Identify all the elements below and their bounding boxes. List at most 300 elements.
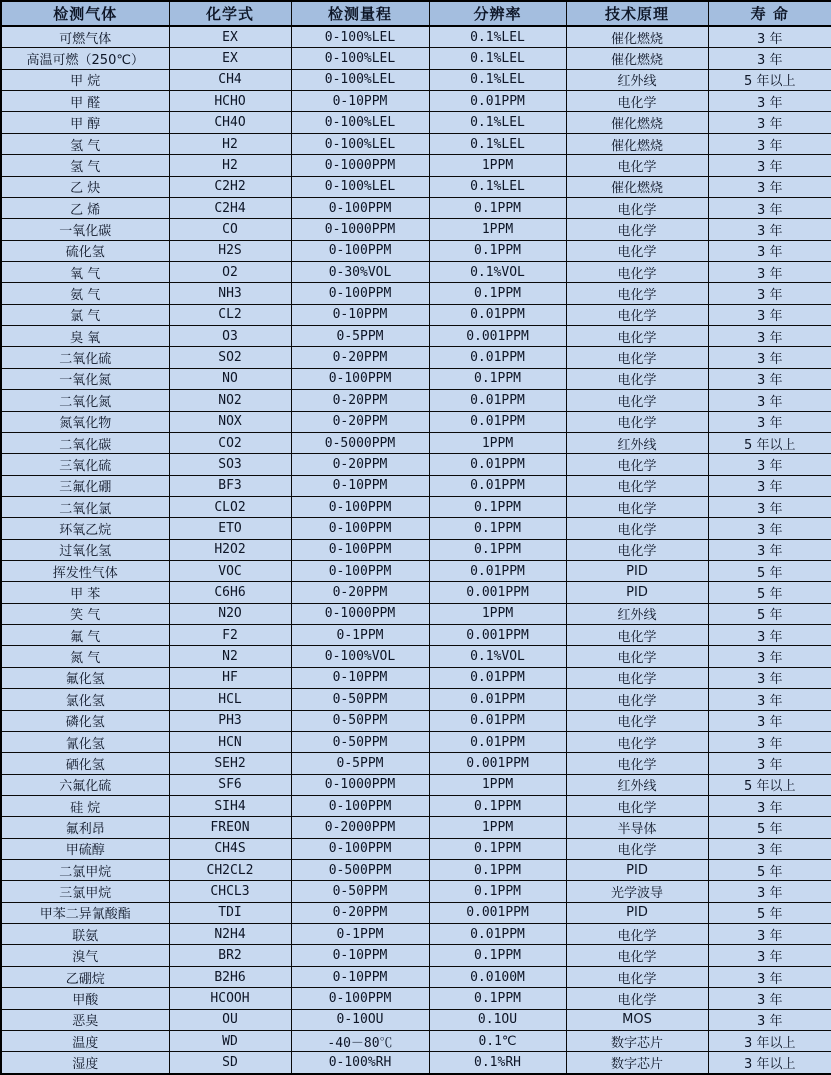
cell-resolution: 1PPM [429, 432, 566, 453]
cell-principle: 电化学 [566, 518, 708, 539]
cell-formula: H2O2 [169, 539, 291, 560]
cell-formula: C2H4 [169, 197, 291, 218]
cell-formula: CO [169, 219, 291, 240]
cell-resolution: 0.1PPM [429, 518, 566, 539]
cell-resolution: 0.1%LEL [429, 176, 566, 197]
cell-gas-name: 氰化氢 [1, 731, 169, 752]
cell-gas-name: 二氧化氯 [1, 496, 169, 517]
cell-gas-name: 三氧化硫 [1, 454, 169, 475]
cell-resolution: 0.01PPM [429, 475, 566, 496]
cell-principle: 红外线 [566, 69, 708, 90]
cell-formula: TDI [169, 902, 291, 923]
cell-principle: 电化学 [566, 326, 708, 347]
table-row [1, 1030, 831, 1051]
table-row [1, 860, 831, 881]
table-row [1, 368, 831, 389]
cell-gas-name: 二氧化碳 [1, 432, 169, 453]
cell-lifespan: 5 年 [708, 561, 831, 582]
cell-formula: SF6 [169, 774, 291, 795]
cell-lifespan: 5 年以上 [708, 69, 831, 90]
cell-range: 0-100PPM [291, 988, 429, 1009]
cell-lifespan: 3 年 [708, 667, 831, 688]
table-row [1, 347, 831, 368]
cell-range: 0-5PPM [291, 753, 429, 774]
cell-formula: CL2 [169, 304, 291, 325]
cell-resolution: 0.01PPM [429, 91, 566, 112]
cell-principle: 数字芯片 [566, 1052, 708, 1074]
cell-resolution: 0.01PPM [429, 667, 566, 688]
cell-lifespan: 3 年 [708, 347, 831, 368]
cell-gas-name: 过氧化氢 [1, 539, 169, 560]
cell-gas-name: 氟 气 [1, 625, 169, 646]
cell-gas-name: 氟利昂 [1, 817, 169, 838]
cell-gas-name: 氢 气 [1, 133, 169, 154]
cell-range: 0-100%LEL [291, 48, 429, 69]
cell-resolution: 0.1%RH [429, 1052, 566, 1074]
cell-principle: 电化学 [566, 347, 708, 368]
cell-gas-name: 二氯甲烷 [1, 860, 169, 881]
cell-lifespan: 3 年 [708, 112, 831, 133]
cell-lifespan: 5 年 [708, 902, 831, 923]
cell-resolution: 0.1PPM [429, 881, 566, 902]
cell-lifespan: 3 年 [708, 731, 831, 752]
cell-gas-name: 氟化氢 [1, 667, 169, 688]
cell-gas-name: 环氧乙烷 [1, 518, 169, 539]
cell-range: 0-100PPM [291, 539, 429, 560]
table-row [1, 219, 831, 240]
cell-gas-name: 乙 烯 [1, 197, 169, 218]
cell-lifespan: 3 年 [708, 945, 831, 966]
cell-lifespan: 3 年 [708, 518, 831, 539]
table-row [1, 91, 831, 112]
table-row [1, 753, 831, 774]
cell-formula: B2H6 [169, 966, 291, 987]
table-row [1, 326, 831, 347]
cell-gas-name: 乙 炔 [1, 176, 169, 197]
cell-resolution: 1PPM [429, 603, 566, 624]
cell-principle: 电化学 [566, 838, 708, 859]
table-row [1, 390, 831, 411]
cell-lifespan: 3 年 [708, 710, 831, 731]
cell-range: 0-2000PPM [291, 817, 429, 838]
cell-principle: 电化学 [566, 368, 708, 389]
cell-lifespan: 3 年 [708, 26, 831, 48]
cell-resolution: 0.001PPM [429, 582, 566, 603]
table-row [1, 432, 831, 453]
table-row [1, 454, 831, 475]
cell-lifespan: 3 年 [708, 838, 831, 859]
cell-gas-name: 磷化氢 [1, 710, 169, 731]
cell-formula: N2 [169, 646, 291, 667]
cell-gas-name: 氮氧化物 [1, 411, 169, 432]
cell-range: 0-50PPM [291, 881, 429, 902]
table-row [1, 966, 831, 987]
cell-gas-name: 氯化氢 [1, 689, 169, 710]
cell-principle: 电化学 [566, 689, 708, 710]
cell-principle: 电化学 [566, 496, 708, 517]
cell-formula: C2H2 [169, 176, 291, 197]
cell-range: 0-10OU [291, 1009, 429, 1030]
cell-gas-name: 甲硫醇 [1, 838, 169, 859]
cell-range: 0-1000PPM [291, 603, 429, 624]
cell-resolution: 0.1%LEL [429, 26, 566, 48]
cell-formula: O2 [169, 261, 291, 282]
cell-lifespan: 3 年 [708, 326, 831, 347]
cell-resolution: 1PPM [429, 219, 566, 240]
cell-principle: 电化学 [566, 219, 708, 240]
cell-resolution: 0.01PPM [429, 689, 566, 710]
cell-principle: 电化学 [566, 710, 708, 731]
cell-lifespan: 3 年 [708, 496, 831, 517]
cell-resolution: 0.1%VOL [429, 261, 566, 282]
cell-range: 0-50PPM [291, 689, 429, 710]
cell-principle: 红外线 [566, 603, 708, 624]
cell-resolution: 0.001PPM [429, 753, 566, 774]
cell-resolution: 0.001PPM [429, 625, 566, 646]
cell-lifespan: 3 年 [708, 539, 831, 560]
cell-lifespan: 5 年 [708, 817, 831, 838]
cell-principle: PID [566, 582, 708, 603]
cell-principle: 电化学 [566, 197, 708, 218]
table-row [1, 582, 831, 603]
cell-formula: CO2 [169, 432, 291, 453]
cell-gas-name: 臭 氧 [1, 326, 169, 347]
table-row [1, 817, 831, 838]
cell-gas-name: 甲 醛 [1, 91, 169, 112]
cell-gas-name: 硫化氢 [1, 240, 169, 261]
cell-lifespan: 3 年 [708, 304, 831, 325]
table-row [1, 176, 831, 197]
table-header [1, 1, 831, 26]
cell-resolution: 0.1%VOL [429, 646, 566, 667]
cell-lifespan: 3 年 [708, 689, 831, 710]
cell-formula: EX [169, 26, 291, 48]
cell-lifespan: 3 年 [708, 48, 831, 69]
cell-formula: BF3 [169, 475, 291, 496]
cell-range: 0-10PPM [291, 304, 429, 325]
cell-resolution: 0.1PPM [429, 945, 566, 966]
table-body [1, 26, 831, 1074]
cell-range: 0-100PPM [291, 368, 429, 389]
table-row [1, 988, 831, 1009]
cell-resolution: 0.0100M [429, 966, 566, 987]
cell-resolution: 0.01PPM [429, 390, 566, 411]
cell-lifespan: 3 年 [708, 283, 831, 304]
column-header-resolution: 分辨率 [429, 1, 566, 26]
cell-gas-name: 氨 气 [1, 283, 169, 304]
cell-gas-name: 联氨 [1, 924, 169, 945]
cell-range: 0-20PPM [291, 454, 429, 475]
cell-range: 0-1000PPM [291, 155, 429, 176]
cell-formula: CLO2 [169, 496, 291, 517]
cell-gas-name: 六氟化硫 [1, 774, 169, 795]
cell-range: 0-100PPM [291, 496, 429, 517]
cell-resolution: 0.01PPM [429, 924, 566, 945]
table-row [1, 625, 831, 646]
cell-resolution: 0.1PPM [429, 496, 566, 517]
table-row [1, 1052, 831, 1074]
cell-gas-name: 甲 烷 [1, 69, 169, 90]
cell-formula: O3 [169, 326, 291, 347]
cell-gas-name: 氧 气 [1, 261, 169, 282]
cell-formula: SO3 [169, 454, 291, 475]
cell-gas-name: 笑 气 [1, 603, 169, 624]
cell-resolution: 1PPM [429, 817, 566, 838]
cell-gas-name: 一氧化氮 [1, 368, 169, 389]
cell-range: 0-5000PPM [291, 432, 429, 453]
cell-lifespan: 3 年以上 [708, 1030, 831, 1051]
cell-resolution: 0.1PPM [429, 368, 566, 389]
cell-range: 0-100PPM [291, 283, 429, 304]
header-row [1, 1, 831, 26]
cell-formula: WD [169, 1030, 291, 1051]
cell-formula: HCL [169, 689, 291, 710]
cell-range: 0-100%LEL [291, 133, 429, 154]
cell-formula: CH2CL2 [169, 860, 291, 881]
table-row [1, 902, 831, 923]
cell-formula: PH3 [169, 710, 291, 731]
table-row [1, 710, 831, 731]
cell-range: 0-1PPM [291, 924, 429, 945]
cell-gas-name: 可燃气体 [1, 26, 169, 48]
table-row [1, 603, 831, 624]
table-row [1, 475, 831, 496]
cell-principle: 数字芯片 [566, 1030, 708, 1051]
cell-principle: 电化学 [566, 646, 708, 667]
cell-resolution: 0.01PPM [429, 347, 566, 368]
cell-resolution: 0.01PPM [429, 561, 566, 582]
table-row [1, 197, 831, 218]
cell-principle: 电化学 [566, 475, 708, 496]
cell-range: 0-50PPM [291, 710, 429, 731]
cell-lifespan: 3 年 [708, 411, 831, 432]
cell-formula: CHCL3 [169, 881, 291, 902]
table-row [1, 667, 831, 688]
table-row [1, 646, 831, 667]
cell-principle: 电化学 [566, 261, 708, 282]
cell-range: 0-30%VOL [291, 261, 429, 282]
table-row [1, 240, 831, 261]
cell-range: 0-20PPM [291, 902, 429, 923]
cell-resolution: 0.1PPM [429, 539, 566, 560]
cell-range: 0-100PPM [291, 795, 429, 816]
cell-principle: 催化燃烧 [566, 48, 708, 69]
cell-formula: HCHO [169, 91, 291, 112]
cell-gas-name: 一氧化碳 [1, 219, 169, 240]
cell-resolution: 1PPM [429, 155, 566, 176]
cell-formula: N2O [169, 603, 291, 624]
cell-principle: 电化学 [566, 795, 708, 816]
cell-range: 0-50PPM [291, 731, 429, 752]
cell-range: 0-1PPM [291, 625, 429, 646]
cell-range: 0-100%LEL [291, 69, 429, 90]
table-row [1, 838, 831, 859]
cell-lifespan: 5 年 [708, 582, 831, 603]
cell-lifespan: 5 年以上 [708, 774, 831, 795]
cell-gas-name: 甲苯二异氰酸酯 [1, 902, 169, 923]
cell-principle: 催化燃烧 [566, 176, 708, 197]
cell-gas-name: 三氟化硼 [1, 475, 169, 496]
table-row [1, 69, 831, 90]
cell-gas-name: 温度 [1, 1030, 169, 1051]
cell-formula: SIH4 [169, 795, 291, 816]
cell-gas-name: 三氯甲烷 [1, 881, 169, 902]
cell-resolution: 0.1%LEL [429, 112, 566, 133]
column-header-lifespan: 寿 命 [708, 1, 831, 26]
cell-lifespan: 3 年 [708, 753, 831, 774]
cell-formula: BR2 [169, 945, 291, 966]
cell-lifespan: 3 年 [708, 390, 831, 411]
cell-gas-name: 二氧化氮 [1, 390, 169, 411]
cell-lifespan: 3 年 [708, 646, 831, 667]
cell-formula: HCN [169, 731, 291, 752]
table-row [1, 731, 831, 752]
cell-range: 0-5PPM [291, 326, 429, 347]
cell-range: 0-10PPM [291, 667, 429, 688]
cell-principle: 电化学 [566, 731, 708, 752]
cell-range: 0-100%VOL [291, 646, 429, 667]
cell-principle: 电化学 [566, 304, 708, 325]
cell-gas-name: 氯 气 [1, 304, 169, 325]
cell-principle: 电化学 [566, 283, 708, 304]
cell-lifespan: 3 年 [708, 966, 831, 987]
cell-resolution: 0.1PPM [429, 240, 566, 261]
cell-lifespan: 3 年 [708, 795, 831, 816]
cell-resolution: 0.1PPM [429, 988, 566, 1009]
cell-principle: 催化燃烧 [566, 133, 708, 154]
cell-lifespan: 3 年 [708, 368, 831, 389]
cell-resolution: 0.01PPM [429, 731, 566, 752]
cell-principle: 电化学 [566, 155, 708, 176]
column-header-formula: 化学式 [169, 1, 291, 26]
cell-range: 0-10PPM [291, 945, 429, 966]
cell-range: 0-100%LEL [291, 112, 429, 133]
cell-range: -40－80℃ [291, 1030, 429, 1051]
cell-formula: FREON [169, 817, 291, 838]
cell-principle: 光学波导 [566, 881, 708, 902]
table-row [1, 518, 831, 539]
cell-range: 0-100PPM [291, 838, 429, 859]
cell-formula: H2S [169, 240, 291, 261]
table-row [1, 261, 831, 282]
cell-gas-name: 湿度 [1, 1052, 169, 1074]
cell-principle: PID [566, 860, 708, 881]
cell-resolution: 0.001PPM [429, 902, 566, 923]
cell-lifespan: 3 年 [708, 475, 831, 496]
cell-formula: NO2 [169, 390, 291, 411]
cell-lifespan: 5 年以上 [708, 432, 831, 453]
table-row [1, 774, 831, 795]
cell-formula: F2 [169, 625, 291, 646]
table-row [1, 795, 831, 816]
cell-principle: 电化学 [566, 924, 708, 945]
cell-range: 0-500PPM [291, 860, 429, 881]
cell-formula: HCOOH [169, 988, 291, 1009]
table-row [1, 26, 831, 48]
cell-resolution: 0.1PPM [429, 197, 566, 218]
cell-range: 0-10PPM [291, 91, 429, 112]
cell-resolution: 0.01PPM [429, 454, 566, 475]
cell-gas-name: 氢 气 [1, 155, 169, 176]
cell-principle: 半导体 [566, 817, 708, 838]
cell-formula: H2 [169, 155, 291, 176]
cell-gas-name: 硒化氢 [1, 753, 169, 774]
table-row [1, 924, 831, 945]
table-row [1, 112, 831, 133]
cell-principle: 电化学 [566, 539, 708, 560]
cell-resolution: 0.01PPM [429, 710, 566, 731]
cell-gas-name: 硅 烷 [1, 795, 169, 816]
table-row [1, 304, 831, 325]
cell-range: 0-10PPM [291, 966, 429, 987]
cell-lifespan: 3 年 [708, 240, 831, 261]
cell-principle: 电化学 [566, 667, 708, 688]
cell-lifespan: 3 年 [708, 924, 831, 945]
table-row [1, 561, 831, 582]
cell-formula: NO [169, 368, 291, 389]
column-header-principle: 技术原理 [566, 1, 708, 26]
cell-resolution: 0.1PPM [429, 283, 566, 304]
cell-range: 0-1000PPM [291, 774, 429, 795]
cell-principle: PID [566, 902, 708, 923]
cell-formula: N2H4 [169, 924, 291, 945]
cell-formula: NH3 [169, 283, 291, 304]
table-row [1, 539, 831, 560]
cell-lifespan: 3 年以上 [708, 1052, 831, 1074]
cell-lifespan: 3 年 [708, 261, 831, 282]
table-row [1, 881, 831, 902]
cell-range: 0-20PPM [291, 411, 429, 432]
cell-range: 0-100PPM [291, 240, 429, 261]
cell-gas-name: 甲 苯 [1, 582, 169, 603]
cell-range: 0-20PPM [291, 390, 429, 411]
cell-resolution: 0.1PPM [429, 838, 566, 859]
cell-lifespan: 3 年 [708, 625, 831, 646]
cell-formula: OU [169, 1009, 291, 1030]
table-row [1, 411, 831, 432]
cell-principle: 电化学 [566, 945, 708, 966]
cell-resolution: 0.1PPM [429, 795, 566, 816]
cell-resolution: 0.1%LEL [429, 48, 566, 69]
cell-resolution: 0.001PPM [429, 326, 566, 347]
cell-formula: SO2 [169, 347, 291, 368]
cell-principle: 红外线 [566, 432, 708, 453]
cell-formula: HF [169, 667, 291, 688]
cell-gas-name: 挥发性气体 [1, 561, 169, 582]
cell-range: 0-10PPM [291, 475, 429, 496]
cell-formula: NOX [169, 411, 291, 432]
column-header-range: 检测量程 [291, 1, 429, 26]
cell-gas-name: 甲酸 [1, 988, 169, 1009]
cell-principle: 红外线 [566, 774, 708, 795]
cell-gas-name: 溴气 [1, 945, 169, 966]
cell-gas-name: 甲 醇 [1, 112, 169, 133]
cell-lifespan: 3 年 [708, 197, 831, 218]
cell-lifespan: 5 年 [708, 603, 831, 624]
cell-resolution: 1PPM [429, 774, 566, 795]
cell-principle: PID [566, 561, 708, 582]
cell-gas-name: 二氧化硫 [1, 347, 169, 368]
table-row [1, 283, 831, 304]
cell-formula: SEH2 [169, 753, 291, 774]
cell-gas-name: 高温可燃（250℃） [1, 48, 169, 69]
table-row [1, 945, 831, 966]
cell-resolution: 0.1%LEL [429, 133, 566, 154]
cell-principle: 电化学 [566, 390, 708, 411]
cell-principle: MOS [566, 1009, 708, 1030]
cell-lifespan: 3 年 [708, 176, 831, 197]
cell-lifespan: 3 年 [708, 1009, 831, 1030]
